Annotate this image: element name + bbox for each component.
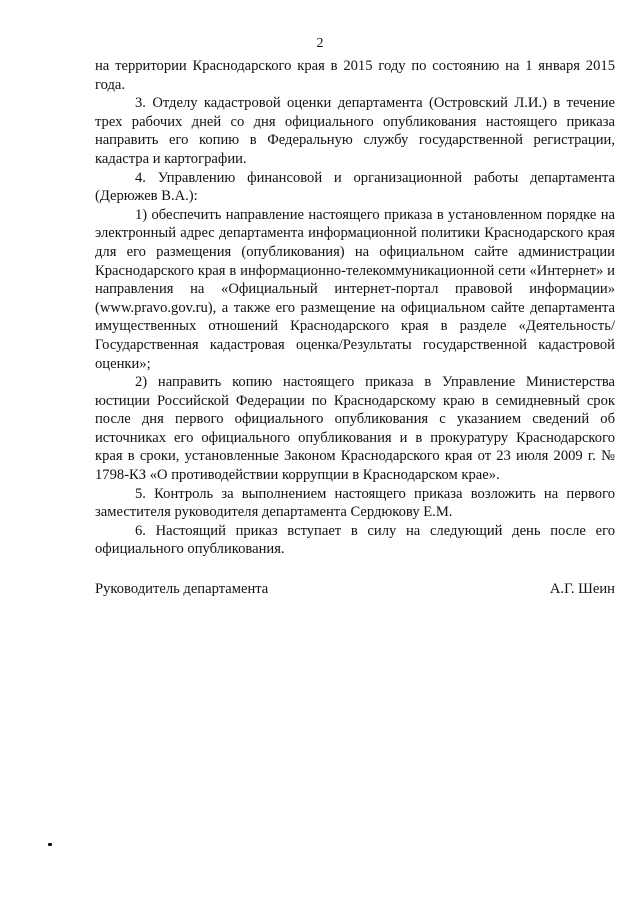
page-number: 2 [316, 36, 324, 51]
paragraph-subitem-1: 1) обеспечить направление настоящего приказа в установленном порядке на электронный адрес департамента информационной политики Краснодарского края для его размещения (опубликования) на официальном сайте администрации Краснодарского края в информационно-телекоммуникационной сети «Интернет» и направления на «Официальный интернет-портал правовой информации» (www.pravo.gov.ru), а также его размещение на официальном сайте департамента имущественных отношений Краснодарского края в разделе «Деятельность/Государственная кадастровая оценка/Результаты государственной кадастровой оценки»; [95, 206, 615, 372]
paragraph-item-6: 6. Настоящий приказ вступает в силу на следующий день после его официального опубликования. [95, 522, 615, 558]
signature-block [95, 581, 615, 598]
paragraph-subitem-2: 2) направить копию настоящего приказа в Управление Министерства юстиции Российской Федерации по Краснодарскому краю в семидневный срок после дня первого официального опубликования с указанием сведений об источниках его официального опубликования и в прокуратуру Краснодарского края в сроки, установленные Законом Краснодарского края от 23 июля 2009 г. № 1798-КЗ «О противодействии коррупции в Краснодарском крае». [95, 374, 615, 484]
signatory-name: А.Г. Шеин [549, 581, 615, 597]
paragraph-item-3: 3. Отделу кадастровой оценки департамента (Островский Л.И.) в течение трех рабочих дней со дня официального опубликования настоящего приказа направить его копию в Федеральную службу государственной регистрации, кадастра и картографии. [95, 95, 615, 167]
paragraph-item-4: 4. Управлению финансовой и организационной работы департамента (Дерюжев В.А.): [95, 169, 615, 205]
paragraph-item-5: 5. Контроль за выполнением настоящего приказа возложить на первого заместителя руководителя департамента Сердюкову Е.М. [95, 485, 615, 521]
document-body [95, 57, 615, 559]
signatory-position: Руководитель департамента [95, 581, 269, 597]
margin-mark [48, 843, 52, 846]
paragraph-continuation: на территории Краснодарского края в 2015 году по состоянию на 1 января 2015 года. [95, 58, 615, 93]
